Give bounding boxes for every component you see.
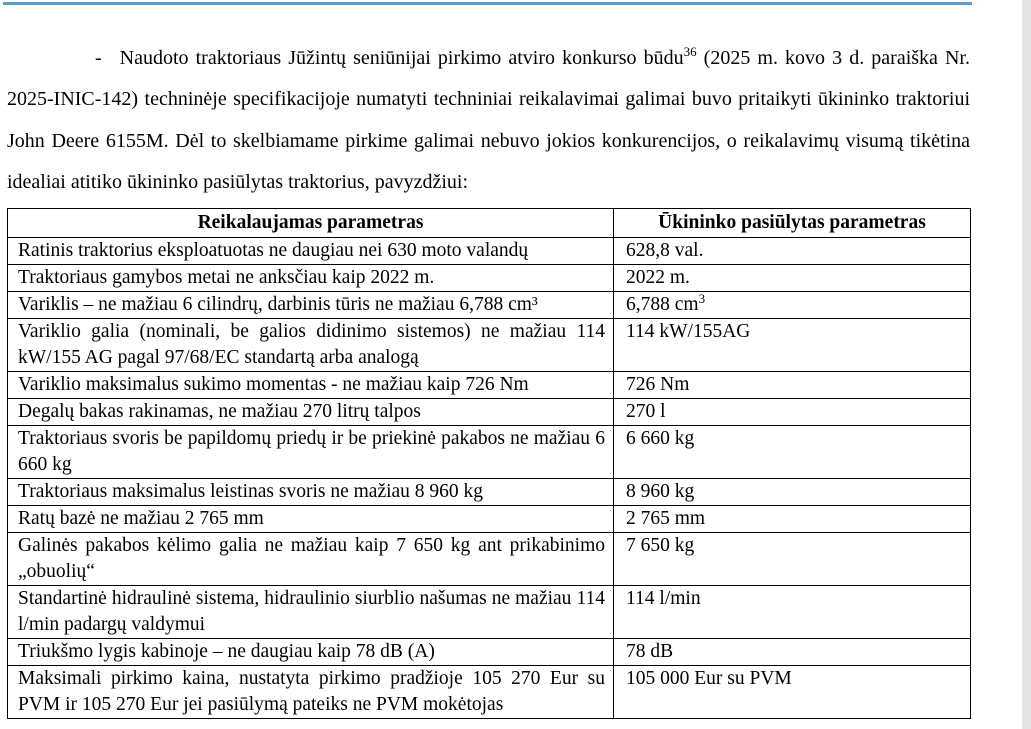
footnote-reference[interactable]: 36 — [683, 44, 697, 59]
cell-required-parameter: Triukšmo lygis kabinoje – ne daugiau kaip 78 dB (A) — [8, 638, 614, 665]
cell-offered-parameter — [614, 398, 971, 425]
document-content — [7, 0, 970, 719]
cell-offered-parameter — [614, 585, 971, 638]
cell-offered-parameter — [614, 478, 971, 505]
cell-required-parameter: Variklio maksimalus sukimo momentas - ne mažiau kaip 726 Nm — [8, 371, 614, 398]
offered-value: 270 l — [626, 400, 666, 422]
table-row — [8, 532, 971, 585]
offered-value: 2022 m. — [626, 266, 690, 288]
cell-offered-parameter — [614, 425, 971, 478]
cell-offered-parameter — [614, 237, 971, 264]
offered-value: 105 000 Eur su PVM — [626, 667, 792, 689]
table-row — [8, 371, 971, 398]
cell-required-parameter: Traktoriaus maksimalus leistinas svoris ne mažiau 8 960 kg — [8, 478, 614, 505]
cell-offered-parameter — [614, 264, 971, 291]
table-row — [8, 291, 971, 318]
cell-offered-parameter — [614, 665, 971, 718]
table-row — [8, 478, 971, 505]
offered-value: 6,788 cm — [626, 293, 699, 315]
cell-offered-parameter — [614, 318, 971, 371]
cell-offered-parameter — [614, 505, 971, 532]
offered-value: 7 650 kg — [626, 534, 695, 556]
table-row — [8, 585, 971, 638]
cell-offered-parameter — [614, 291, 971, 318]
intro-paragraph — [7, 38, 970, 204]
cell-required-parameter: Ratų bazė ne mažiau 2 765 mm — [8, 505, 614, 532]
cell-required-parameter: Degalų bakas rakinamas, ne mažiau 270 litrų talpos — [8, 398, 614, 425]
cell-offered-parameter — [614, 532, 971, 585]
table-row — [8, 425, 971, 478]
header-offered-parameter: Ūkininko pasiūlytas parametras — [614, 208, 971, 237]
offered-value: 726 Nm — [626, 373, 690, 395]
cell-required-parameter: Standartinė hidraulinė sistema, hidraulinio siurblio našumas ne mažiau 114 l/min padargų valdymui — [8, 585, 614, 638]
cell-required-parameter: Maksimali pirkimo kaina, nustatyta pirkimo pradžioje 105 270 Eur su PVM ir 105 270 Eur jei pasiūlymą pateiks ne PVM mokėtojas — [8, 665, 614, 718]
table-header-row — [8, 208, 971, 237]
table-row — [8, 638, 971, 665]
header-required-parameter: Reikalaujamas parametras — [8, 208, 614, 237]
cell-offered-parameter — [614, 371, 971, 398]
table-row — [8, 318, 971, 371]
table-row — [8, 264, 971, 291]
vertical-scrollbar[interactable] — [1022, 0, 1031, 729]
offered-value: 2 765 mm — [626, 507, 706, 529]
list-dash: - — [95, 47, 102, 69]
cell-required-parameter: Galinės pakabos kėlimo galia ne mažiau kaip 7 650 kg ant prikabinimo „obuolių“ — [8, 532, 614, 585]
paragraph-text-before-footnote: Naudoto traktoriaus Jūžintų seniūnijai pirkimo atviro konkurso būdu — [119, 47, 684, 69]
table-row — [8, 237, 971, 264]
offered-value-superscript: 3 — [698, 290, 706, 306]
cell-offered-parameter — [614, 638, 971, 665]
cell-required-parameter: Traktoriaus gamybos metai ne anksčiau kaip 2022 m. — [8, 264, 614, 291]
offered-value: 8 960 kg — [626, 480, 695, 502]
table-row — [8, 505, 971, 532]
cell-required-parameter: Traktoriaus svoris be papildomų priedų ir be priekinė pakabos ne mažiau 6 660 kg — [8, 425, 614, 478]
offered-value: 114 l/min — [626, 587, 701, 609]
cell-required-parameter: Variklis – ne mažiau 6 cilindrų, darbinis tūris ne mažiau 6,788 cm³ — [8, 291, 614, 318]
offered-value: 6 660 kg — [626, 427, 695, 449]
cell-required-parameter: Ratinis traktorius eksploatuotas ne daugiau nei 630 moto valandų — [8, 237, 614, 264]
paragraph-text-after-footnote: (2025 m. kovo 3 d. paraiška Nr. 2025-INIC-142) techninėje specifikacijoje numatyti techniniai reikalavimai galimai buvo pritaikyti ūkininko traktoriui John Deere 6155M. Dėl to skelbiamame pirkime galimai nebuvo jokios konkurencijos, o reikalavimų visumą tikėtina idealiai atitiko ūkininko pasiūlytas traktorius, pavyzdžiui: — [7, 47, 970, 194]
offered-value: 114 kW/155AG — [626, 320, 751, 342]
cell-required-parameter: Variklio galia (nominali, be galios didinimo sistemos) ne mažiau 114 kW/155 AG pagal 97/68/EC standartą arba analogą — [8, 318, 614, 371]
table-row — [8, 398, 971, 425]
offered-value: 78 dB — [626, 640, 674, 662]
table-row — [8, 665, 971, 718]
spec-comparison-table — [7, 208, 971, 719]
offered-value: 628,8 val. — [626, 239, 704, 261]
